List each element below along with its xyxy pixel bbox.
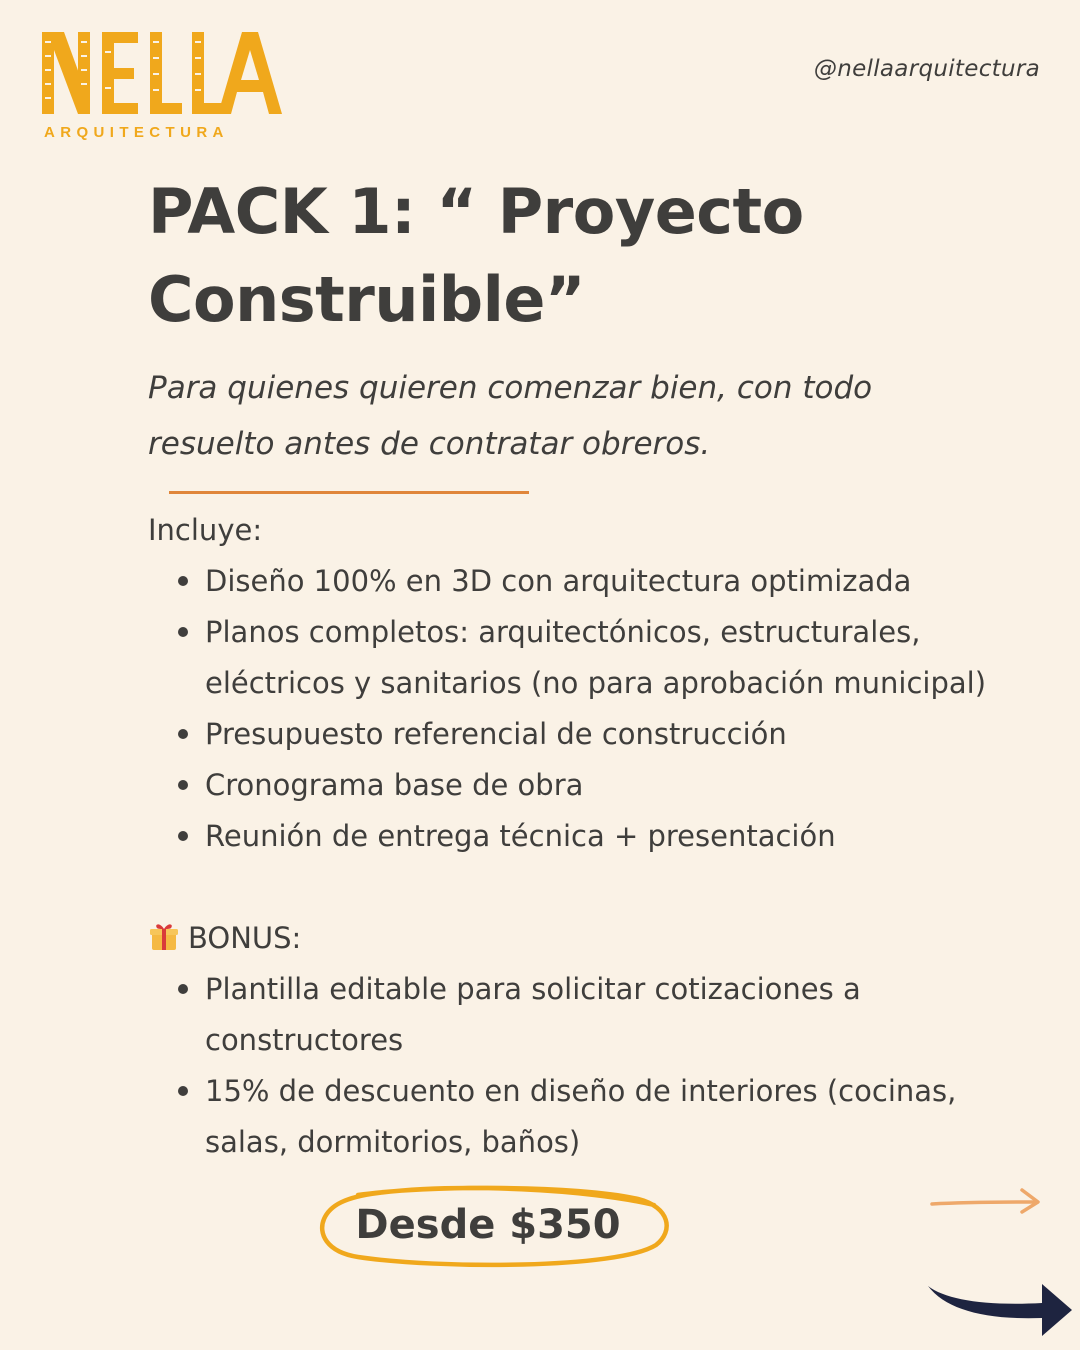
list-item [205, 607, 1025, 709]
bullet-icon [178, 831, 188, 841]
price-badge [318, 1183, 674, 1271]
list-item [205, 1066, 1025, 1168]
nella-logo [42, 28, 292, 143]
social-handle: @nellaarquitectura [813, 56, 1040, 82]
price: Desde $350 [355, 1202, 621, 1248]
subtitle: Para quienes quieren comenzar bien, con todo resuelto antes de contratar obreros. [148, 370, 873, 462]
list-item-text: Plantilla editable para solicitar cotizaciones a constructores [205, 972, 861, 1057]
bonus-label: BONUS: [188, 921, 302, 955]
list-item-text: 15% de descuento en diseño de interiores (cocinas, salas, dormitorios, baños) [205, 1074, 957, 1159]
includes-label: Incluye: [148, 513, 263, 547]
divider [169, 491, 529, 494]
gift-icon [148, 920, 180, 952]
list-item-text: Diseño 100% en 3D con arquitectura optimizada [205, 564, 912, 598]
bullet-icon [178, 1086, 188, 1096]
bullet-icon [178, 729, 188, 739]
list-item-text: Planos completos: arquitectónicos, estructurales, eléctricos y sanitarios (no para aprobación municipal) [205, 615, 987, 700]
list-item [205, 964, 1025, 1066]
list-item [205, 556, 1025, 607]
bonus-list [205, 964, 1025, 1168]
logo-subtext: ARQUITECTURA [44, 124, 229, 141]
list-item-text: Presupuesto referencial de construcción [205, 717, 787, 751]
includes-list [205, 556, 1025, 862]
bullet-icon [178, 984, 188, 994]
list-item-text: Reunión de entrega técnica + presentación [205, 819, 836, 853]
bullet-icon [178, 576, 188, 586]
list-item [205, 709, 1025, 760]
list-item-text: Cronograma base de obra [205, 768, 584, 802]
list-item [205, 760, 1025, 811]
list-item [205, 811, 1025, 862]
bonus-label-row [148, 913, 301, 964]
arrow-right-bold-icon[interactable] [926, 1276, 1074, 1340]
page-title: PACK 1: “ Proyecto Construible” [148, 175, 804, 336]
bullet-icon [178, 627, 188, 637]
arrow-right-icon[interactable] [928, 1184, 1044, 1216]
bullet-icon [178, 780, 188, 790]
